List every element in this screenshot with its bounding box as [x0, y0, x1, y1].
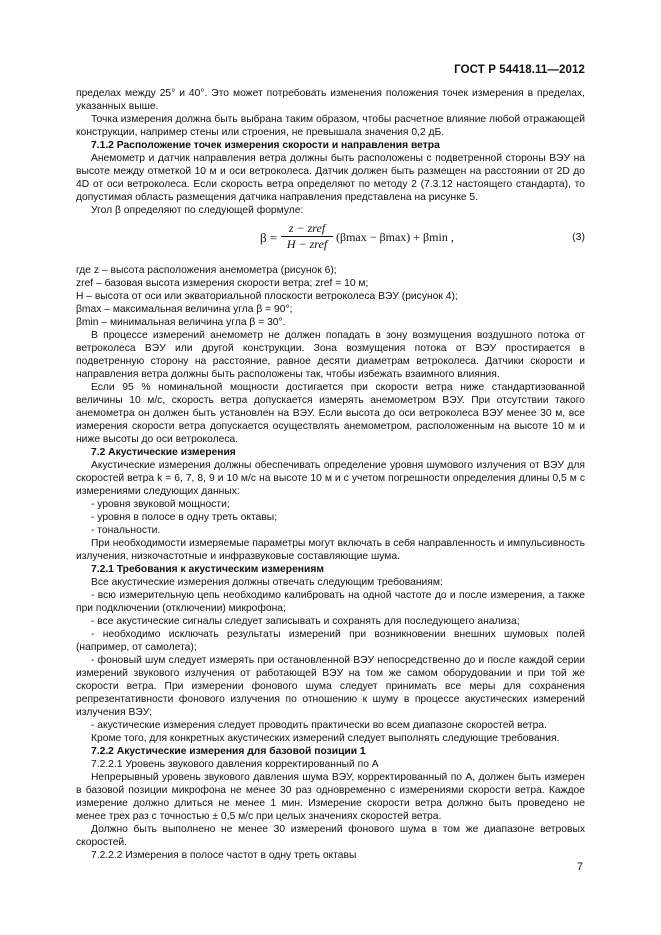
- list-item: - все акустические сигналы следует записывать и сохранять для последующего анализа;: [91, 616, 520, 627]
- where-line: zref – базовая высота измерения скорости ветра; zref = 10 м;: [76, 278, 369, 289]
- section-heading-7-2: 7.2 Акустические измерения: [91, 447, 236, 458]
- list-item: - уровня звуковой мощности;: [91, 499, 230, 510]
- paragraph: Точка измерения должна быть выбрана таким образом, чтобы расчетное влияние любой отражающей конструкции, например стены или строения, не превышала значения 0,2 дБ.: [76, 114, 585, 138]
- standard-header: ГОСТ Р 54418.11—2012: [454, 64, 585, 76]
- list-item: - необходимо исключать результаты измерений при возникновении внешних шумовых полей (например, от самолета);: [76, 629, 585, 653]
- paragraph: Акустические измерения должны обеспечивать определение уровня шумового излучения от ВЭУ для скоростей ветра k = 6, 7, 8, 9 и 10 м/с на высоте 10 м и с учетом погрешности определения длины 0,5 м с измерениями следующих данных:: [76, 460, 585, 497]
- list-item: - всю измерительную цепь необходимо калибровать на одной частоте до и после измерения, а также при подключении (отключении) микрофона;: [76, 590, 585, 614]
- formula-rest: (βmax − βmax) + βmin ,: [336, 230, 454, 244]
- list-item: - тональности.: [91, 525, 161, 536]
- paragraph: Угол β определяют по следующей формуле:: [91, 205, 304, 216]
- paragraph: 7.2.2.2 Измерения в полосе частот в одну треть октавы: [91, 850, 357, 861]
- where-line: βmin – минимальная величина угла β = 30°.: [76, 317, 286, 328]
- paragraph: Все акустические измерения должны отвечать следующим требованиям:: [91, 577, 443, 588]
- page-content: [76, 87, 585, 862]
- paragraph: Непрерывный уровень звукового давления шума ВЭУ, корректированный по А, должен быть измерен в базовой позиции микрофона не менее 30 раз одновременно с измерениями скорости ветра. Каждое измерение должно длиться не менее 1 мин. Измерение скорости ветра должно быть проведено не менее трех раз с точностью ± 0,5 м/с при целых значениях скоростей ветра.: [76, 772, 585, 822]
- page-number: 7: [576, 861, 583, 873]
- formula-numerator: z − zref: [281, 222, 333, 237]
- paragraph: При необходимости измеряемые параметры могут включать в себя направленность и импульсивность излучения, низкочастотные и инфразвуковые составляющие шума.: [76, 538, 586, 562]
- paragraph: 7.2.2.1 Уровень звукового давления корректированный по А: [91, 759, 379, 770]
- list-item: - акустические измерения следует проводить практически во всем диапазоне скоростей ветра.: [91, 720, 547, 731]
- section-heading-7-1-2: 7.1.2 Расположение точек измерения скорости и направления ветра: [91, 140, 440, 151]
- formula-fraction: [281, 222, 333, 251]
- list-item: - фоновый шум следует измерять при остановленной ВЭУ непосредственно до и после каждой серии измерений звукового излучения от работающей ВЭУ на том же самом оборудовании и при той же скорости ветра. При измерении фонового шума следует принимать все меры для сохранения репрезентативности фонового излучения по отношению к шуму в процессе акустических измерений излучения ВЭУ;: [76, 655, 585, 718]
- where-line: βmax – максимальная величина угла β = 90°;: [76, 304, 293, 315]
- where-line: H – высота от оси или экваториальной плоскости ветроколеса ВЭУ (рисунок 4);: [76, 291, 458, 302]
- formula-lhs: β =: [260, 230, 278, 245]
- list-item: - уровня в полосе в одну треть октавы;: [91, 512, 278, 523]
- section-heading-7-2-1: 7.2.1 Требования к акустическим измерениям: [91, 564, 324, 575]
- paragraph: Кроме того, для конкретных акустических измерений следует выполнять следующие требования.: [91, 733, 560, 744]
- formula-3: [76, 219, 585, 261]
- formula-denominator: H − zref: [286, 237, 328, 251]
- paragraph: Анемометр и датчик направления ветра должны быть расположены с подветренной стороны ВЭУ на высоте между отметкой 10 м и оси ветроколеса. Датчик должен быть размещен на расстоянии от 2D до 4D от оси ветроколеса. Если скорость ветра определяют по методу 2 (7.3.12 настоящего стандарта), то допустимая область размещения датчика направления представлена на рисунке 5.: [76, 153, 585, 203]
- paragraph: пределах между 25° и 40°. Это может потребовать изменения положения точек измерения в пределах, указанных выше.: [76, 88, 585, 112]
- where-line: где z – высота расположения анемометра (рисунок 6);: [76, 265, 337, 276]
- paragraph: В процессе измерений анемометр не должен попадать в зону возмущения воздушного потока от ветроколеса ВЭУ или другой конструкции. Зона возмущения потока от ВЭУ простирается в подветренную сторону на расстояние, равное десяти диаметрам ветроколеса. Датчики скорости и направления ветра должны быть расположены так, чтобы избежать взаимного влияния.: [76, 330, 585, 380]
- paragraph: Если 95 % номинальной мощности достигается при скорости ветра ниже стандартизованной величины 10 м/с, скорость ветра допускается измерять анемометром ВЭУ. При отсутствии такого анемометра он должен быть установлен на ВЭУ. Если высота до оси ветроколеса ВЭУ менее 30 м, все измерения скорости ветра допускается осуществлять анемометром, расположенным на высоте 10 м и ниже высоты до оси ветроколеса.: [76, 382, 585, 445]
- formula-number: (3): [572, 231, 585, 243]
- section-heading-7-2-2: 7.2.2 Акустические измерения для базовой позиции 1: [91, 746, 366, 757]
- paragraph: Должно быть выполнено не менее 30 измерений фонового шума в том же диапазоне ветровых скоростей.: [76, 824, 585, 848]
